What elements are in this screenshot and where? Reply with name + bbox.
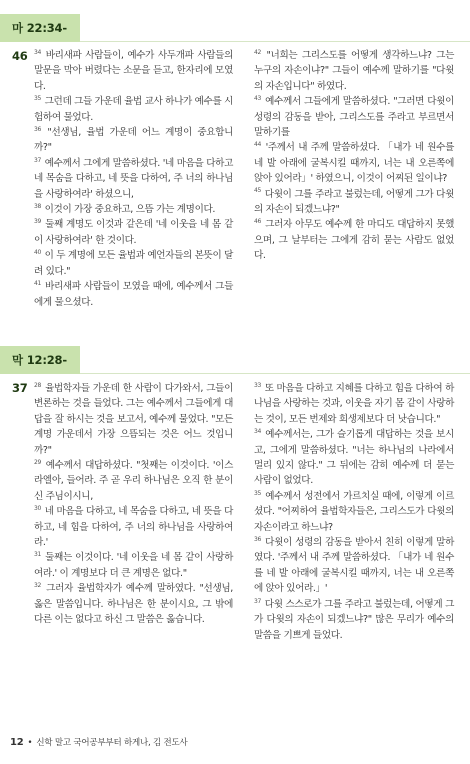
verse — [34, 279, 233, 310]
passage-label-matthew: 마 22:34-46 — [0, 14, 80, 42]
mark-left-column — [34, 381, 233, 628]
section-rule — [80, 41, 470, 42]
verse-text: 이 두 계명에 모든 율법과 예언자들의 본뜻이 달려 있다." — [34, 250, 233, 277]
page-number: 12 — [10, 737, 24, 748]
verse — [254, 427, 454, 489]
verse — [254, 48, 454, 94]
verse-number: 45 — [254, 187, 261, 195]
verse — [254, 140, 454, 186]
page-footer — [10, 736, 188, 748]
verse-number: 43 — [254, 95, 261, 103]
verse-text: 바리새파 사람들이 모였을 때에, 예수께서 그들에게 물으셨다. — [34, 281, 233, 308]
verse — [34, 48, 233, 94]
verse-number: 42 — [254, 48, 261, 56]
verse-number: 35 — [34, 95, 41, 103]
verse — [254, 489, 454, 535]
verse — [254, 217, 454, 263]
verse-number: 34 — [34, 48, 41, 56]
verse-text: 네 마음을 다하고, 네 목숨을 다하고, 네 뜻을 다하고, 네 힘을 다하여, 주 너의 하나님을 사랑하여라.' — [34, 506, 233, 549]
verse-number: 36 — [34, 125, 41, 133]
verse-number: 30 — [34, 505, 41, 513]
verse — [34, 381, 233, 458]
verse — [34, 550, 233, 581]
verse-text: 그런데 그들 가운데 율법 교사 하나가 예수를 시험하여 물었다. — [34, 96, 233, 123]
verse-number: 36 — [254, 535, 261, 543]
verse — [254, 187, 454, 218]
verse — [34, 202, 233, 217]
verse-number: 37 — [34, 156, 41, 164]
verse-number: 46 — [254, 218, 261, 226]
matthew-left-column — [34, 48, 233, 310]
verse-text: 다윗 스스로가 그를 주라고 불렀는데, 어떻게 그가 다윗의 자손이 되겠느냐?" 많은 무리가 예수의 말씀을 기쁘게 들었다. — [254, 598, 454, 641]
verse-text: 그러자 아무도 예수께 한 마디도 대답하지 못했으며, 그 날부터는 그에게 감히 묻는 사람도 없었다. — [254, 219, 454, 262]
verse-text: '주께서 내 주께 말씀하셨다. 「내가 네 원수를 네 발 아래에 굴복시킬 때까지, 너는 내 오른쪽에 앉아 있어라」' 하였으니, 이것이 어찌된 일이냐? — [254, 142, 455, 185]
verse — [34, 458, 233, 504]
verse-number: 40 — [34, 249, 41, 257]
verse-text: 둘째는 이것이다. '네 이웃을 네 몸 같이 사랑하여라.' 이 계명보다 더 큰 계명은 없다." — [34, 552, 233, 579]
verse — [254, 94, 454, 140]
verse-text: 또 마음을 다하고 지혜를 다하고 힘을 다하여 하나님을 사랑하는 것과, 이웃을 자기 몸 같이 사랑하는 것이, 모든 번제와 희생제보다 더 낫습니다." — [254, 383, 454, 425]
verse-number: 32 — [34, 582, 41, 590]
verse-text: 예수께서 그에게 말씀하셨다. '네 마음을 다하고 네 목숨을 다하고, 네 뜻을 다하여, 주 너의 하나님을 사랑하여라' 하셨으니, — [34, 157, 234, 200]
verse-text: 다윗이 성령의 감동을 받아서 친히 이렇게 말하였다. '주께서 내 주께 말씀하셨다. 「내가 네 원수를 네 발 아래에 굴복시킬 때까지, 너는 내 오른쪽에 앉아 있어라.」' — [254, 537, 454, 595]
verse — [254, 381, 454, 427]
verse-text: 예수께서는, 그가 슬기롭게 대답하는 것을 보시고, 그에게 말씀하셨다. "너는 하나님의 나라에서 멀리 있지 않다." 그 뒤에는 감히 예수께 더 묻는 사람이 없었다. — [254, 429, 454, 487]
verse-text: 예수께서 그들에게 말씀하셨다. "그러면 다윗이 성령의 감동을 받아, 그리스도를 주라고 부르면서 말하기를 — [254, 96, 454, 139]
verse — [34, 248, 233, 279]
verse-number: 29 — [34, 458, 41, 466]
verse-number: 31 — [34, 551, 41, 559]
verse-text: "선생님, 율법 가운데 어느 계명이 중요합니까?" — [34, 127, 233, 154]
footer-separator: • — [27, 738, 33, 748]
verse — [34, 504, 233, 550]
verse-text: 그러자 율법학자가 예수께 말하였다. "선생님, 옳은 말씀입니다. 하나님은 한 분이시요, 그 밖에 다른 이는 없다고 하신 그 말씀은 옳습니다. — [34, 583, 233, 626]
verse — [34, 94, 233, 125]
verse-number: 28 — [34, 381, 41, 389]
verse-number: 35 — [254, 489, 261, 497]
verse — [254, 597, 454, 643]
verse-number: 44 — [254, 141, 261, 149]
section-rule — [80, 373, 470, 374]
verse — [254, 535, 454, 597]
verse — [34, 125, 233, 156]
verse-number: 38 — [34, 202, 41, 210]
passage-label-mark: 막 12:28-37 — [0, 346, 80, 374]
verse-number: 34 — [254, 428, 261, 436]
mark-right-column — [254, 381, 454, 643]
verse-text: 둘째 계명도 이것과 같은데 '네 이웃을 네 몸 같이 사랑하여라' 한 것이다. — [34, 219, 233, 246]
verse-text: 예수께서 성전에서 가르치실 때에, 이렇게 이르셨다. "어찌하여 율법학자들은, 그리스도가 다윗의 자손이라고 하느냐? — [254, 490, 454, 533]
verse-text: 율법학자들 가운데 한 사람이 다가와서, 그들이 변론하는 것을 들었다. 그는 예수께서 그들에게 대답을 잘 하시는 것을 보고서, 예수께 물었다. "모든 계명 가운데서 가장 으뜸되는 것은 어느 것입니까?" — [34, 383, 233, 456]
verse-text: "너희는 그리스도를 어떻게 생각하느냐? 그는 누구의 자손이냐?" 그들이 예수께 말하기를 "다윗의 자손입니다" 하였다. — [254, 50, 454, 92]
verse-text: 예수께서 대답하셨다. "첫째는 이것이다. '이스라엘아, 들어라. 주 곧 우리 하나님은 오직 한 분이신 주님이시니, — [34, 460, 233, 502]
verse — [34, 217, 233, 248]
verse — [34, 156, 233, 202]
verse-text: 바리새파 사람들이, 예수가 사두개파 사람들의 말문을 막아 버렸다는 소문을 듣고, 한자리에 모였다. — [34, 50, 234, 92]
verse-number: 37 — [254, 597, 261, 605]
matthew-right-column — [254, 48, 454, 264]
verse-number: 39 — [34, 218, 41, 226]
book-title: 신학 말고 국어공부부터 하게나, 김 전도사 — [36, 738, 188, 748]
verse — [34, 581, 233, 627]
verse-text: 이것이 가장 중요하고, 으뜸 가는 계명이다. — [44, 204, 216, 216]
verse-text: 다윗이 그를 주라고 불렀는데, 어떻게 그가 다윗의 자손이 되겠느냐?" — [254, 188, 454, 216]
verse-number: 41 — [34, 279, 41, 287]
verse-number: 33 — [254, 381, 261, 389]
